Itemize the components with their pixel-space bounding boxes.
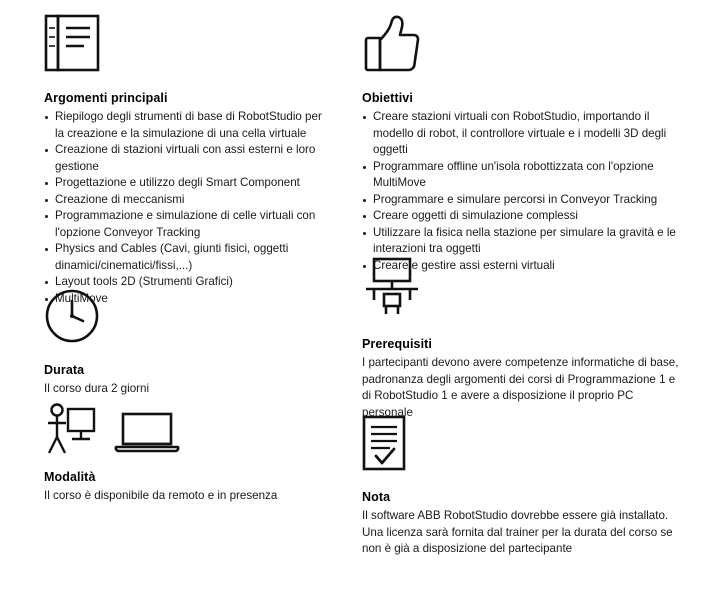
section-prerequisiti — [362, 256, 682, 421]
modalita-icons — [44, 403, 344, 460]
prerequisiti-text: I partecipanti devono avere competenze informatiche di base, padronanza degli argomenti dei corsi di Programmazione 1 e di RobotStudio 1 e avere a disposizione il proprio PC personale — [362, 356, 679, 419]
laptop-icon — [114, 409, 180, 460]
list-item: Programmare offline un'isola robottizzata con l'opzione MultiMove — [362, 159, 682, 192]
section-modalita — [44, 403, 344, 505]
thumbs-up-icon — [362, 14, 682, 77]
section-nota — [362, 415, 682, 558]
list-item: Utilizzare la fisica nella stazione per simulare la gravità e le interazioni tra oggetti — [362, 225, 682, 258]
list-item: Creare oggetti di simulazione complessi — [362, 208, 682, 225]
argomenti-list — [44, 109, 334, 307]
list-item: Layout tools 2D (Strumenti Grafici) — [44, 274, 334, 291]
durata-text: Il corso dura 2 giorni — [44, 382, 150, 395]
list-item: MultiMove — [44, 291, 334, 308]
person-presenting-icon — [44, 403, 96, 460]
list-item: Creare e gestire assi esterni virtuali — [362, 258, 682, 275]
section-argomenti-principali — [44, 14, 334, 307]
section-heading: Durata — [44, 363, 85, 377]
list-item: Creazione di meccanismi — [44, 192, 334, 209]
section-obiettivi — [362, 14, 682, 274]
document-lines-icon — [44, 14, 334, 77]
classroom-icon — [362, 256, 682, 323]
clock-icon — [44, 288, 334, 349]
list-item: Creazione di stazioni virtuali con assi esterni e loro gestione — [44, 142, 334, 175]
list-item: Programmare e simulare percorsi in Conveyor Tracking — [362, 192, 682, 209]
section-heading: Nota — [362, 490, 391, 504]
list-item: Riepilogo degli strumenti di base di RobotStudio per la creazione e la simulazione di una cella virtuale — [44, 109, 334, 142]
obiettivi-list — [362, 109, 682, 274]
section-durata — [44, 288, 334, 398]
section-heading: Obiettivi — [362, 91, 413, 105]
modalita-text: Il corso è disponibile da remoto e in presenza — [44, 489, 278, 502]
section-heading: Argomenti principali — [44, 91, 168, 105]
nota-text: Il software ABB RobotStudio dovrebbe essere già installato. Una licenza sarà fornita dal trainer per la durata del corso se non è già a disposizione del partecipante — [362, 509, 673, 555]
section-heading: Prerequisiti — [362, 337, 432, 351]
list-item: Creare stazioni virtuali con RobotStudio, importando il modello di robot, il controllore virtuale e i modelli 3D degli oggetti — [362, 109, 682, 159]
checklist-document-icon — [362, 415, 682, 476]
list-item: Programmazione e simulazione di celle virtuali con l'opzione Conveyor Tracking — [44, 208, 334, 241]
section-heading: Modalità — [44, 470, 96, 484]
list-item: Progettazione e utilizzo degli Smart Component — [44, 175, 334, 192]
list-item: Physics and Cables (Cavi, giunti fisici, oggetti dinamici/cinematici/fissi,...) — [44, 241, 334, 274]
